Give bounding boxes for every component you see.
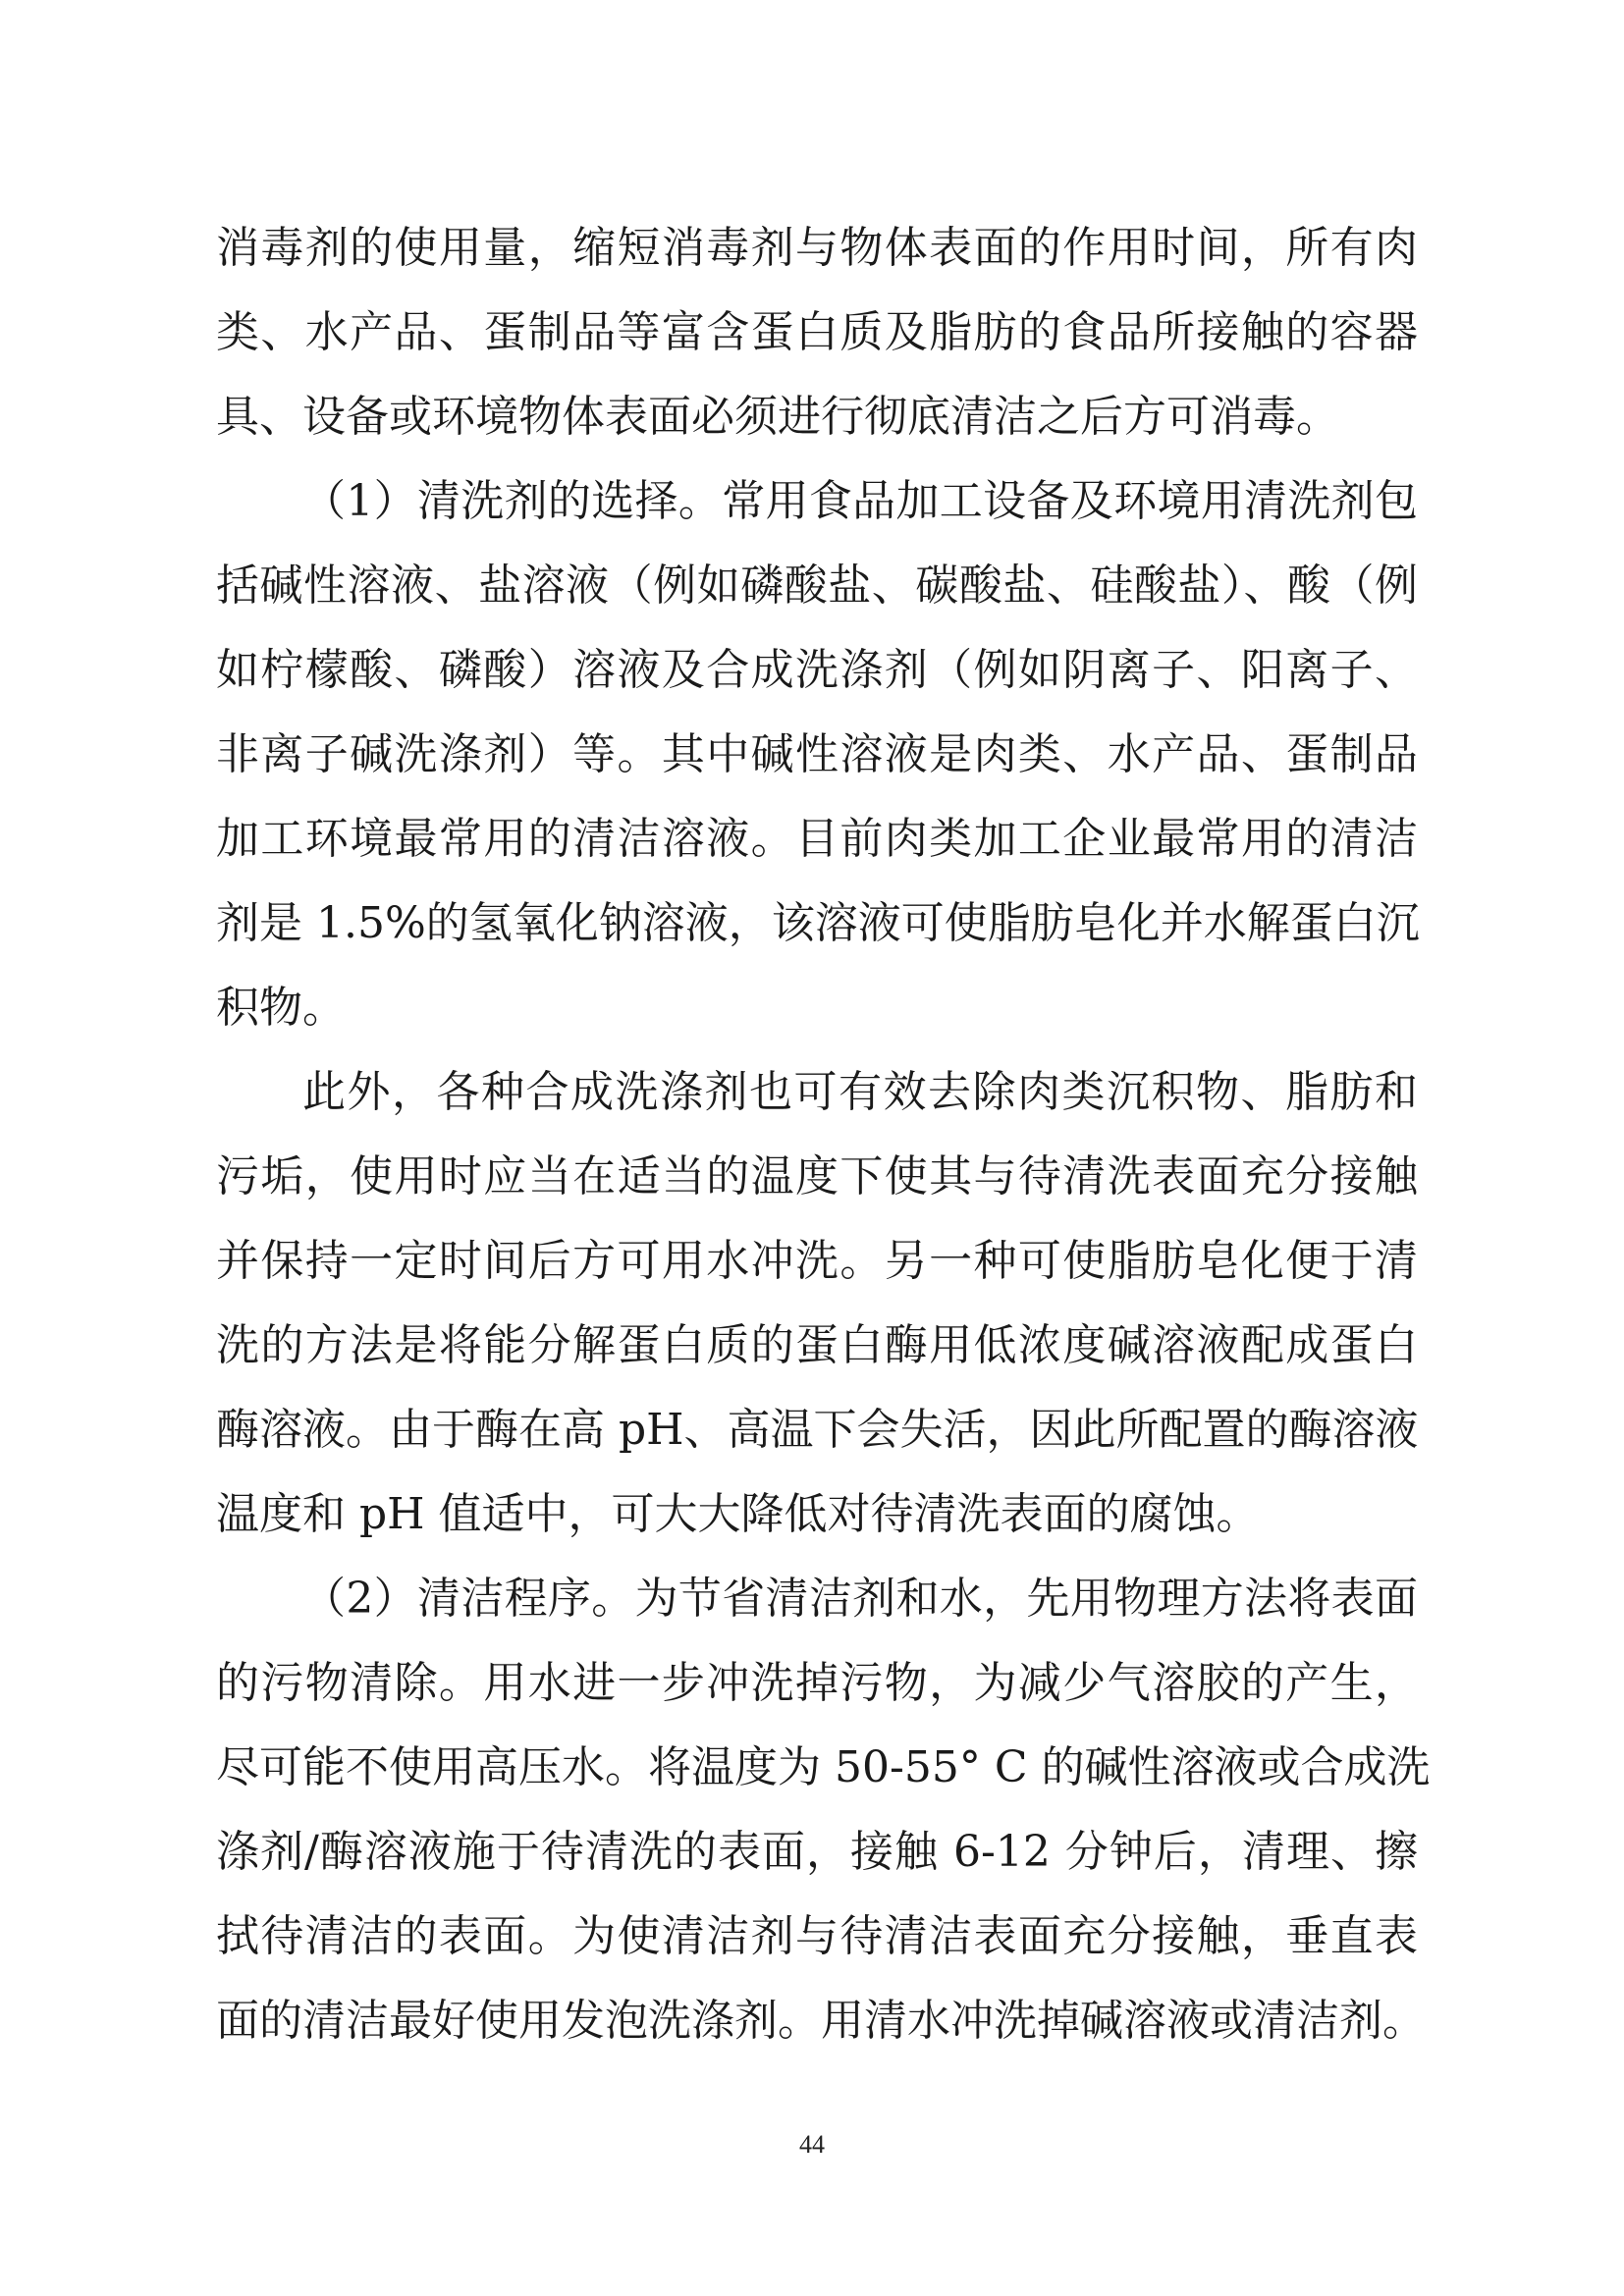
text-line: 的污物清除。用水进一步冲洗掉污物，为减少气溶胶的产生， bbox=[216, 1658, 1418, 1708]
text-line: 积物。 bbox=[216, 983, 346, 1033]
text-line: 温度和 pH 值适中，可大大降低对待清洗表面的腐蚀。 bbox=[216, 1489, 1260, 1539]
text-line: 剂是 1.5%的氢氧化钠溶液，该溶液可使脂肪皂化并水解蛋白沉 bbox=[216, 898, 1420, 948]
page-number: 44 bbox=[799, 2130, 825, 2159]
text-line: 如柠檬酸、磷酸）溶液及合成洗涤剂（例如阴离子、阳离子、 bbox=[216, 645, 1418, 695]
text-line: 类、水产品、蛋制品等富含蛋白质及脂肪的食品所接触的容器 bbox=[216, 307, 1418, 357]
text-line: 酶溶液。由于酶在高 pH、高温下会失活，因此所配置的酶溶液 bbox=[216, 1405, 1419, 1455]
text-line: （1）清洗剂的选择。常用食品加工设备及环境用清洗剂包 bbox=[302, 476, 1418, 526]
text-line: 洗的方法是将能分解蛋白质的蛋白酶用低浓度碱溶液配成蛋白 bbox=[216, 1320, 1418, 1370]
text-line: 加工环境最常用的清洁溶液。目前肉类加工企业最常用的清洁 bbox=[216, 814, 1418, 864]
text-line: 此外，各种合成洗涤剂也可有效去除肉类沉积物、脂肪和 bbox=[302, 1067, 1418, 1117]
paragraph bbox=[216, 459, 1418, 1050]
text-line: 非离子碱洗涤剂）等。其中碱性溶液是肉类、水产品、蛋制品 bbox=[216, 729, 1418, 779]
paragraph bbox=[216, 1557, 1431, 2063]
text-line: 消毒剂的使用量，缩短消毒剂与物体表面的作用时间，所有肉 bbox=[216, 223, 1418, 273]
text-line: 具、设备或环境物体表面必须进行彻底清洁之后方可消毒。 bbox=[216, 392, 1339, 442]
text-line: 污垢，使用时应当在适当的温度下使其与待清洗表面充分接触 bbox=[216, 1151, 1418, 1201]
text-line: 面的清洁最好使用发泡洗涤剂。用清水冲洗掉碱溶液或清洁剂。 bbox=[216, 1996, 1426, 2046]
body-text bbox=[216, 206, 1431, 2063]
text-line: 括碱性溶液、盐溶液（例如磷酸盐、碳酸盐、硅酸盐）、酸（例 bbox=[216, 561, 1418, 611]
text-line: 拭待清洁的表面。为使清洁剂与待清洁表面充分接触，垂直表 bbox=[216, 1911, 1418, 1961]
paragraph bbox=[216, 206, 1418, 459]
text-line: （2）清洁程序。为节省清洁剂和水，先用物理方法将表面 bbox=[302, 1574, 1418, 1624]
text-line: 尽可能不使用高压水。将温度为 50-55° C 的碱性溶液或合成洗 bbox=[216, 1742, 1431, 1792]
text-line: 并保持一定时间后方可用水冲洗。另一种可使脂肪皂化便于清 bbox=[216, 1236, 1418, 1286]
text-line: 涤剂/酶溶液施于待清洗的表面，接触 6-12 分钟后，清理、擦 bbox=[216, 1827, 1418, 1877]
paragraph bbox=[216, 1050, 1418, 1557]
